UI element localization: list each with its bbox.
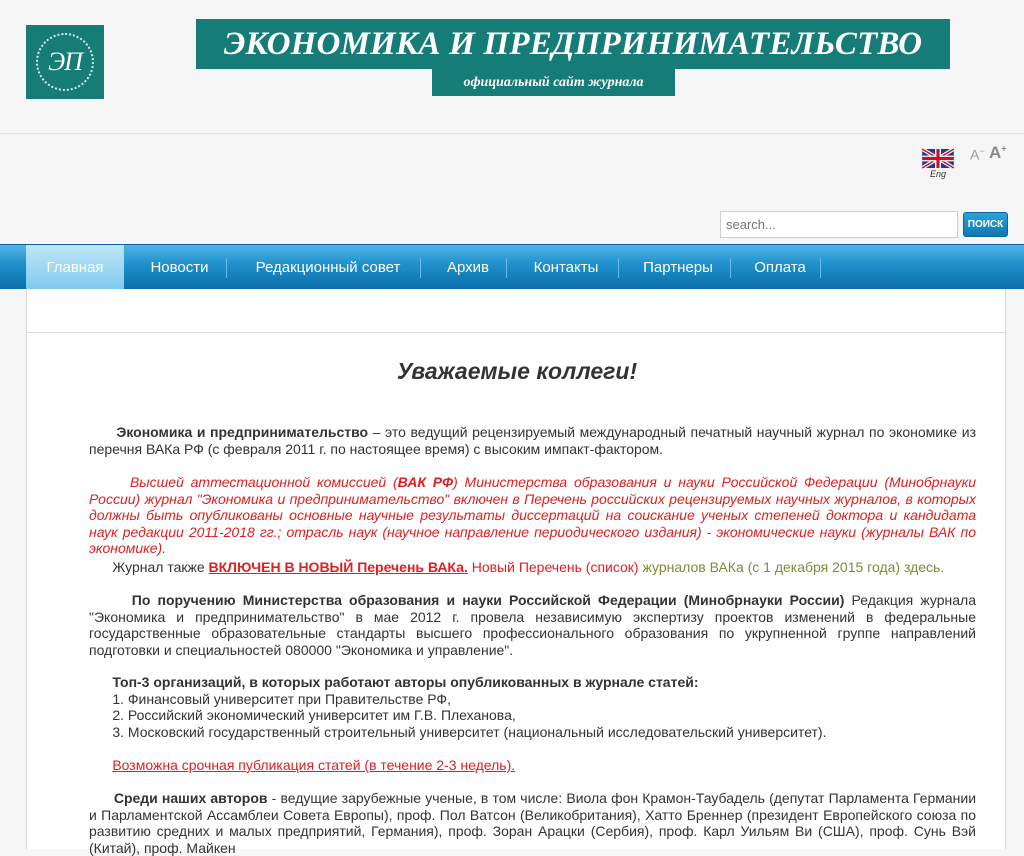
logo-text: ЭП (48, 47, 82, 76)
nav-separator (226, 258, 227, 278)
urgent-paragraph (89, 757, 976, 774)
new-list-text-a: Журнал также (112, 559, 209, 575)
main-content (26, 289, 1006, 856)
site-title[interactable]: ЭКОНОМИКА И ПРЕДПРИНИМАТЕЛЬСТВО (196, 19, 950, 69)
new-list-here-link[interactable]: журналов ВАКа (с 1 декабря 2015 года) здесь. (642, 559, 945, 575)
list-item (89, 707, 976, 724)
uk-flag-icon (922, 149, 954, 168)
ministry-bold: По поручению Министерства образования и науки Российской Федерации (Минобрнауки России) (131, 592, 845, 608)
nav-separator (618, 258, 619, 278)
logo-ring (36, 33, 94, 91)
top3-block (89, 674, 976, 740)
list-item-text: 2. Российский экономический университет им Г.В. Плеханова, (112, 707, 516, 723)
main-navigation (0, 244, 1024, 289)
nav-separator (730, 258, 731, 278)
list-item (89, 691, 976, 708)
new-list-paragraph (89, 559, 976, 576)
journal-name: Экономика и предпринимательство (116, 424, 369, 440)
english-language-switch[interactable] (921, 149, 955, 179)
nav-item-payment[interactable]: Оплата (754, 259, 806, 276)
list-item-text: 3. Московский государственный строительный университет (национальный исследовательский университет). (112, 723, 827, 740)
top3-title (89, 674, 976, 691)
search-button[interactable]: ПОИСК (963, 212, 1008, 237)
nav-item-partners[interactable]: Партнеры (643, 259, 713, 276)
ministry-text: Редакция журнала "Экономика и предпринимательство" в мае 2012 г. провела независимую экспертизу проектов изменений в федеральные государственные образовательные стандарты высшего профессионального образования по укрупненной группе направлений подготовки и специальностей 080000 "Экономика и управление". (89, 592, 977, 658)
list-item-text: 1. Финансовый университет при Правительстве РФ, (112, 690, 451, 707)
intro-text: – это ведущий рецензируемый международный печатный научный журнал по экономике из перечня ВАКа РФ (с февраля 2011 г. по настоящее время) с высоким импакт-фактором. (89, 424, 976, 457)
decrease-font-label: A (970, 146, 980, 163)
vak-paragraph (89, 474, 976, 557)
site-header (0, 0, 1024, 134)
top3-title-text: Топ-3 организаций, в которых работают авторы опубликованных в журнале статей: (112, 674, 699, 690)
new-vak-list-link[interactable]: ВКЛЮЧЕН В НОВЫЙ Перечень ВАКа. (208, 559, 468, 575)
increase-font-button[interactable] (989, 143, 1007, 163)
decrease-font-button[interactable] (970, 146, 985, 163)
new-list-text-b: Новый Перечень (список) (467, 559, 643, 575)
nav-item-editorial-board[interactable]: Редакционный совет (255, 259, 401, 276)
vak-abbrev: ВАК РФ (397, 474, 454, 490)
decrease-font-mark: − (979, 146, 985, 156)
vak-text-b: ) Министерства образования и науки Российской Федерации (Минобрнауки России) журнал "Экономика и предпринимательство" включен в Перечень российских рецензируемых научных журналов, в которых должны быть опубликованы основные научные результаты диссертаций на соискание ученых степеней доктора и кандидата наук редакции 2011-2018 гг.; отрасль наук (научное направление периодического издания) - экономические науки (журналы ВАК по экономике). (89, 474, 976, 556)
nav-item-news[interactable]: Новости (150, 259, 209, 276)
nav-item-archive[interactable]: Архив (446, 259, 490, 276)
nav-separator (820, 258, 821, 278)
page-heading: Уважаемые коллеги! (396, 358, 638, 384)
content-divider (27, 332, 1007, 333)
list-item (89, 724, 976, 741)
authors-text: - ведущие зарубежные ученые, в том числе: Виола фон Крамон-Таубадель (депутат Парламента Германии и Парламентской Ассамблеи Совета Европы), проф. Пол Ватсон (Великобритания), Хатто Бреннер (президент Европейского союза по развитию средних и малых предприятий, Германия), проф. Зоран Арацки (Сербия), проф. Карл Уильям Ви (США), проф. Сунь Вэй (Китай), проф. Майкен (89, 790, 977, 856)
authors-bold: Среди наших авторов (113, 790, 268, 806)
lang-label: Eng (929, 169, 946, 179)
authors-paragraph (89, 790, 976, 856)
site-subtitle: официальный сайт журнала (432, 69, 675, 96)
nav-separator (420, 258, 421, 278)
increase-font-label: A (989, 143, 1002, 162)
urgent-publication-link[interactable]: Возможна срочная публикация статей (в течение 2-3 недель). (112, 757, 516, 773)
intro-paragraph (89, 424, 976, 457)
journal-logo[interactable] (26, 25, 104, 99)
search-input[interactable] (720, 211, 958, 238)
increase-font-mark: + (1001, 143, 1007, 154)
ministry-paragraph (89, 592, 976, 658)
nav-separator (506, 258, 507, 278)
nav-item-contacts[interactable]: Контакты (533, 259, 599, 276)
nav-item-home[interactable]: Главная (26, 245, 124, 290)
vak-text-a: Высшей аттестационной комиссией ( (129, 474, 398, 490)
